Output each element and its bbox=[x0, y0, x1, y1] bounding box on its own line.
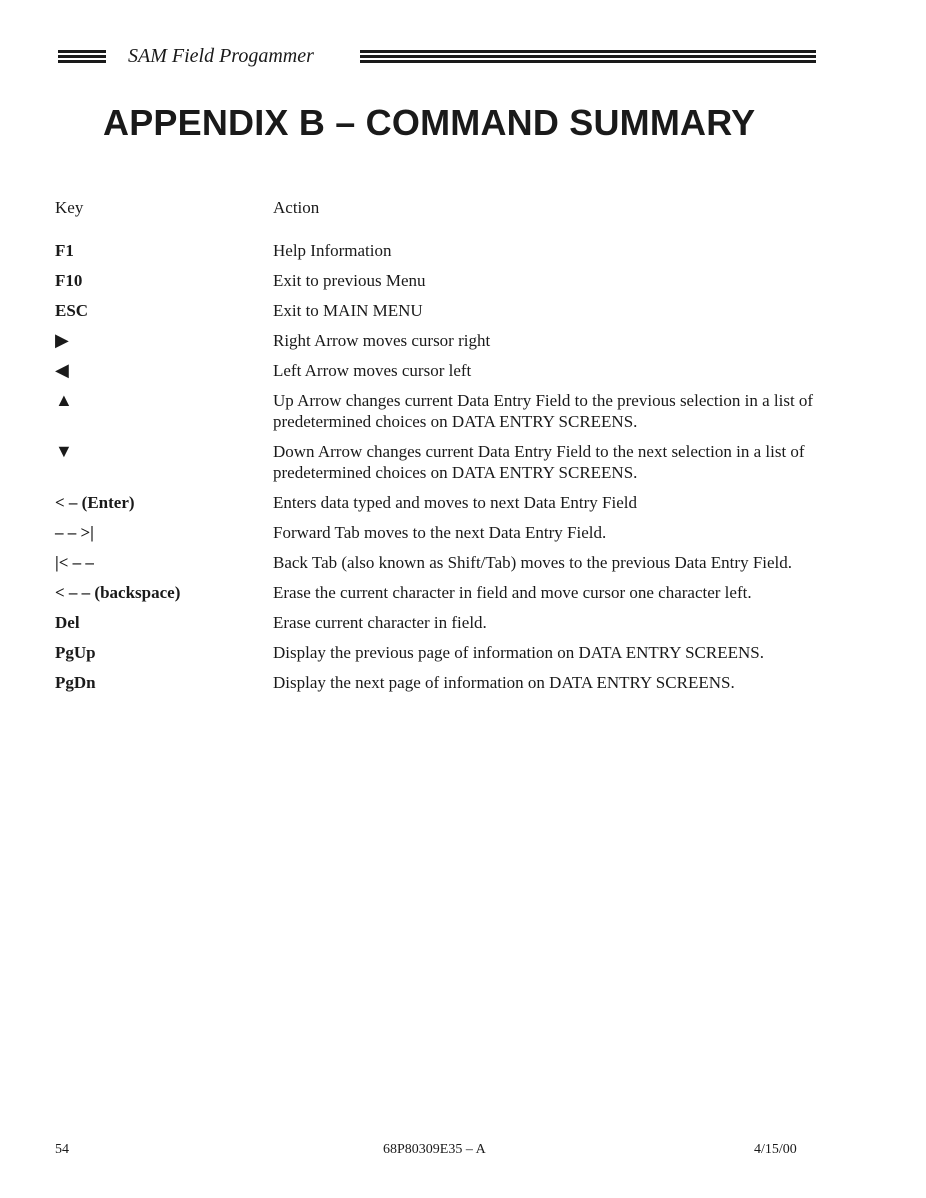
running-header bbox=[58, 44, 816, 74]
action-cell: Left Arrow moves cursor left bbox=[273, 361, 472, 380]
key-cell: PgUp bbox=[55, 643, 96, 662]
command-table bbox=[55, 197, 835, 702]
action-cell: Right Arrow moves cursor right bbox=[273, 331, 491, 350]
key-cell: |< – – bbox=[55, 553, 94, 572]
header-rule-right bbox=[360, 50, 816, 66]
action-cell: Display the previous page of information on DATA ENTRY SCREENS. bbox=[273, 643, 764, 662]
table-row bbox=[55, 642, 835, 672]
page-number: 54 bbox=[55, 1142, 69, 1157]
key-cell: Del bbox=[55, 613, 80, 632]
action-cell: Forward Tab moves to the next Data Entry Field. bbox=[273, 523, 607, 542]
key-cell: < – (Enter) bbox=[55, 493, 135, 512]
table-row bbox=[55, 552, 835, 582]
table-row bbox=[55, 360, 835, 390]
action-cell: Exit to MAIN MENU bbox=[273, 301, 423, 320]
document-number: 68P80309E35 – A bbox=[383, 1142, 486, 1157]
table-header-row bbox=[55, 197, 835, 240]
key-cell bbox=[55, 360, 273, 390]
key-cell: < – – (backspace) bbox=[55, 583, 181, 602]
down-arrow-icon: ▼ bbox=[55, 441, 73, 461]
key-cell bbox=[55, 330, 273, 360]
action-cell: Display the next page of information on DATA ENTRY SCREENS. bbox=[273, 673, 735, 692]
key-cell: F1 bbox=[55, 241, 74, 260]
header-rule-left bbox=[58, 50, 106, 66]
right-arrow-icon: ▶ bbox=[55, 330, 69, 350]
action-cell: Down Arrow changes current Data Entry Field to the next selection in a list of predetermined choices on DATA ENTRY SCREENS. bbox=[273, 442, 805, 482]
table-row bbox=[55, 522, 835, 552]
key-cell: F10 bbox=[55, 271, 83, 290]
table-row bbox=[55, 330, 835, 360]
table-row bbox=[55, 390, 835, 441]
table-row bbox=[55, 240, 835, 270]
table-row bbox=[55, 672, 835, 702]
table-row bbox=[55, 441, 835, 492]
table-row bbox=[55, 492, 835, 522]
table-row bbox=[55, 612, 835, 642]
header-key: Key bbox=[55, 198, 84, 217]
key-cell: PgDn bbox=[55, 673, 96, 692]
action-cell: Enters data typed and moves to next Data Entry Field bbox=[273, 493, 637, 512]
key-cell bbox=[55, 390, 273, 441]
header-action: Action bbox=[273, 198, 320, 217]
action-cell: Back Tab (also known as Shift/Tab) moves to the previous Data Entry Field. bbox=[273, 553, 793, 572]
key-cell: ESC bbox=[55, 301, 89, 320]
up-arrow-icon: ▲ bbox=[55, 390, 73, 410]
table-row bbox=[55, 582, 835, 612]
action-cell: Help Information bbox=[273, 241, 392, 260]
table-row bbox=[55, 300, 835, 330]
action-cell: Erase the current character in field and move cursor one character left. bbox=[273, 583, 752, 602]
key-cell: – – >| bbox=[55, 523, 94, 542]
table-row bbox=[55, 270, 835, 300]
revision-date: 4/15/00 bbox=[754, 1142, 797, 1157]
action-cell: Exit to previous Menu bbox=[273, 271, 426, 290]
page-title: APPENDIX B – COMMAND SUMMARY bbox=[103, 102, 756, 143]
running-title: SAM Field Progammer bbox=[128, 45, 314, 67]
action-cell: Erase current character in field. bbox=[273, 613, 487, 632]
action-cell: Up Arrow changes current Data Entry Field to the previous selection in a list of predetermined choices on DATA ENTRY SCREENS. bbox=[273, 391, 814, 431]
left-arrow-icon: ◀ bbox=[55, 360, 69, 380]
key-cell bbox=[55, 441, 273, 492]
